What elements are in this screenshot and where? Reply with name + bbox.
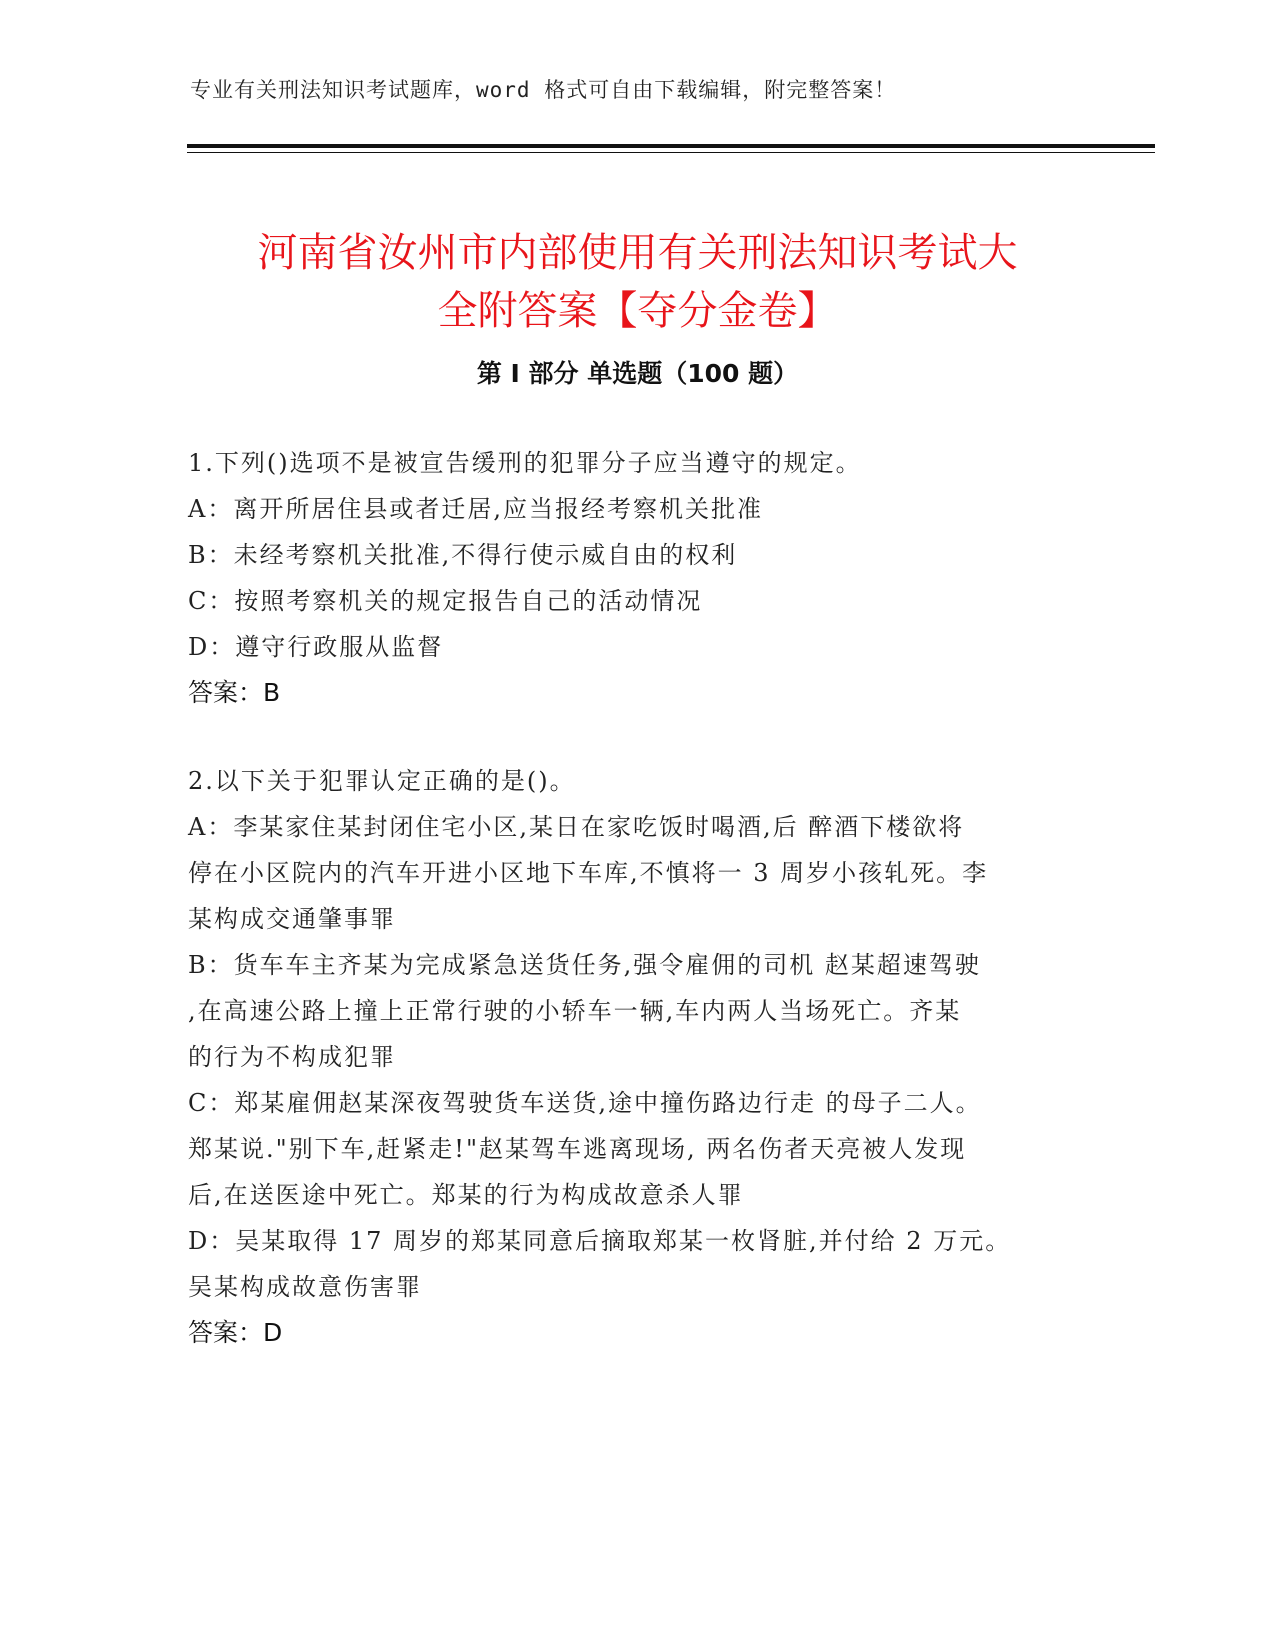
header-rule-thin	[187, 152, 1155, 153]
question-2-option-c-line-1: C：郑某雇佣赵某深夜驾驶货车送货,途中撞伤路边行走 的母子二人。	[188, 1089, 982, 1117]
question-2-option-d-line-2: 吴某构成故意伤害罪	[188, 1273, 422, 1301]
question-1-stem: 1.下列()选项不是被宣告缓刑的犯罪分子应当遵守的规定。	[188, 449, 862, 477]
question-1-option-c: C：按照考察机关的规定报告自己的活动情况	[188, 587, 703, 615]
section-title: 第 I 部分 单选题（100 题）	[476, 359, 799, 388]
question-1-option-d: D：遵守行政服从监督	[188, 633, 444, 661]
question-2-option-b-line-3: 的行为不构成犯罪	[188, 1043, 396, 1071]
document-title-line-1: 河南省汝州市内部使用有关刑法知识考试大	[257, 229, 1018, 276]
question-2-answer: 答案：D	[188, 1318, 283, 1347]
question-2-option-a-line-3: 某构成交通肇事罪	[188, 905, 396, 933]
question-1	[188, 440, 1068, 716]
question-2-option-b-line-1: B：货车车主齐某为完成紧急送货任务,强令雇佣的司机 赵某超速驾驶	[188, 951, 981, 979]
question-2-option-c-line-3: 后,在送医途中死亡。郑某的行为构成故意杀人罪	[188, 1181, 744, 1209]
question-1-option-a: A：离开所居住县或者迁居,应当报经考察机关批准	[188, 495, 763, 523]
document-title-line-2: 全附答案【夺分金卷】	[437, 287, 838, 334]
question-2-option-d-line-1: D：吴某取得 17 周岁的郑某同意后摘取郑某一枚肾脏,并付给 2 万元。	[188, 1227, 1012, 1255]
header-rule-thick	[187, 144, 1155, 148]
question-2-option-b-line-2: ,在高速公路上撞上正常行驶的小轿车一辆,车内两人当场死亡。齐某	[188, 997, 962, 1025]
question-2	[188, 758, 1068, 1356]
header-note: 专业有关刑法知识考试题库，word 格式可自由下载编辑，附完整答案！	[190, 78, 897, 102]
question-2-option-a-line-1: A：李某家住某封闭住宅小区,某日在家吃饭时喝酒,后 醉酒下楼欲将	[188, 813, 965, 841]
document-title	[160, 224, 1115, 340]
question-2-stem: 2.以下关于犯罪认定正确的是()。	[188, 767, 576, 795]
question-2-option-c-line-2: 郑某说."别下车,赶紧走!"赵某驾车逃离现场, 两名伤者天亮被人发现	[188, 1135, 967, 1163]
question-1-option-b: B：未经考察机关批准,不得行使示威自由的权利	[188, 541, 738, 569]
question-2-option-a-line-2: 停在小区院内的汽车开进小区地下车库,不慎将一 3 周岁小孩轧死。李	[188, 859, 989, 887]
question-1-answer: 答案：B	[188, 678, 281, 707]
